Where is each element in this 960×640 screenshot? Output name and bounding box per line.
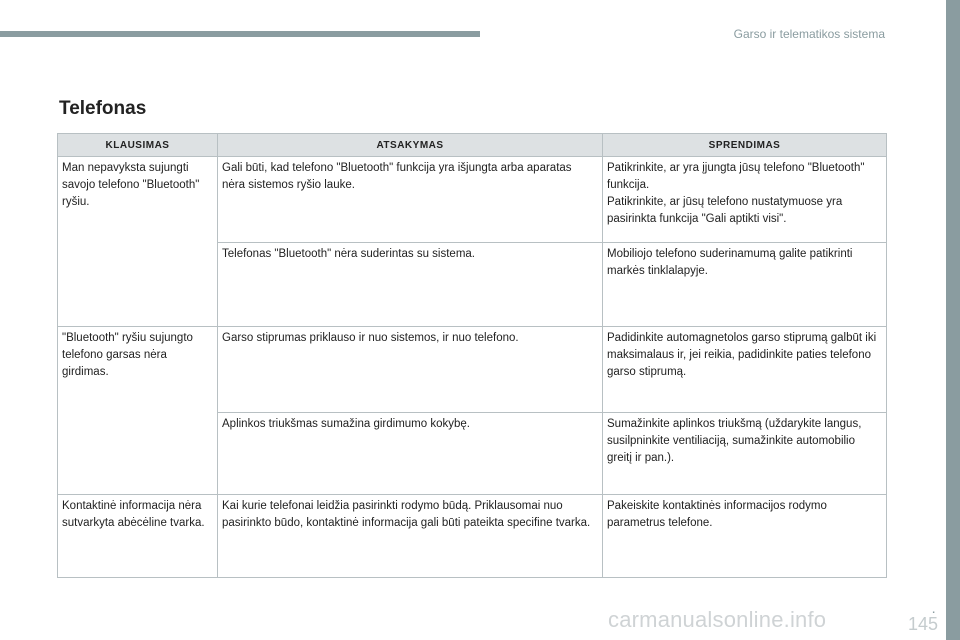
- solution-cell: [603, 157, 887, 243]
- solution-cell: Mobiliojo telefono suderinamumą galite patikrinti markės tinklalapyje.: [603, 243, 887, 327]
- page-marker-dots: .: [932, 605, 935, 616]
- page-title: Telefonas: [59, 98, 147, 119]
- table-row: [58, 157, 887, 243]
- column-header-question: KLAUSIMAS: [58, 134, 218, 157]
- table-row: [58, 495, 887, 578]
- column-header-solution: SPRENDIMAS: [603, 134, 887, 157]
- question-cell: Man nepavyksta sujungti savojo telefono "Bluetooth" ryšiu.: [58, 157, 218, 327]
- solution-cell: Sumažinkite aplinkos triukšmą (uždarykite langus, susilpninkite ventiliaciją, sumažinkite automobilio greitį ir pan.).: [603, 413, 887, 495]
- header-rule: [0, 31, 480, 37]
- answer-cell: Kai kurie telefonai leidžia pasirinkti rodymo būdą. Priklausomai nuo pasirinkto būdo, kontaktinė informacija gali būti pateikta specifine tvarka.: [218, 495, 603, 578]
- answer-cell: Garso stiprumas priklauso ir nuo sistemos, ir nuo telefono.: [218, 327, 603, 413]
- solution-cell: Padidinkite automagnetolos garso stiprumą galbūt iki maksimalaus ir, jei reikia, padidinkite paties telefono garso stiprumą.: [603, 327, 887, 413]
- question-cell: "Bluetooth" ryšiu sujungto telefono garsas nėra girdimas.: [58, 327, 218, 495]
- table-row: [58, 327, 887, 413]
- solution-line: Patikrinkite, ar jūsų telefono nustatymuose yra pasirinkta funkcija "Gali aptikti visi".: [607, 196, 843, 225]
- section-header: Garso ir telematikos sistema: [733, 27, 885, 41]
- solution-cell: Pakeiskite kontaktinės informacijos rodymo parametrus telefone.: [603, 495, 887, 578]
- page-number: 145: [907, 614, 938, 634]
- side-strip: [946, 0, 960, 640]
- faq-table: [57, 133, 887, 578]
- question-cell: Kontaktinė informacija nėra sutvarkyta abėcėline tvarka.: [58, 495, 218, 578]
- table-header-row: [58, 134, 887, 157]
- answer-cell: Telefonas "Bluetooth" nėra suderintas su sistema.: [218, 243, 603, 327]
- solution-line: Patikrinkite, ar yra įjungta jūsų telefono "Bluetooth" funkcija.: [607, 162, 865, 191]
- column-header-answer: ATSAKYMAS: [218, 134, 603, 157]
- watermark-text: carmanualsonline.info: [608, 607, 827, 632]
- answer-cell: Aplinkos triukšmas sumažina girdimumo kokybę.: [218, 413, 603, 495]
- answer-cell: Gali būti, kad telefono "Bluetooth" funkcija yra išjungta arba aparatas nėra sistemos ryšio lauke.: [218, 157, 603, 243]
